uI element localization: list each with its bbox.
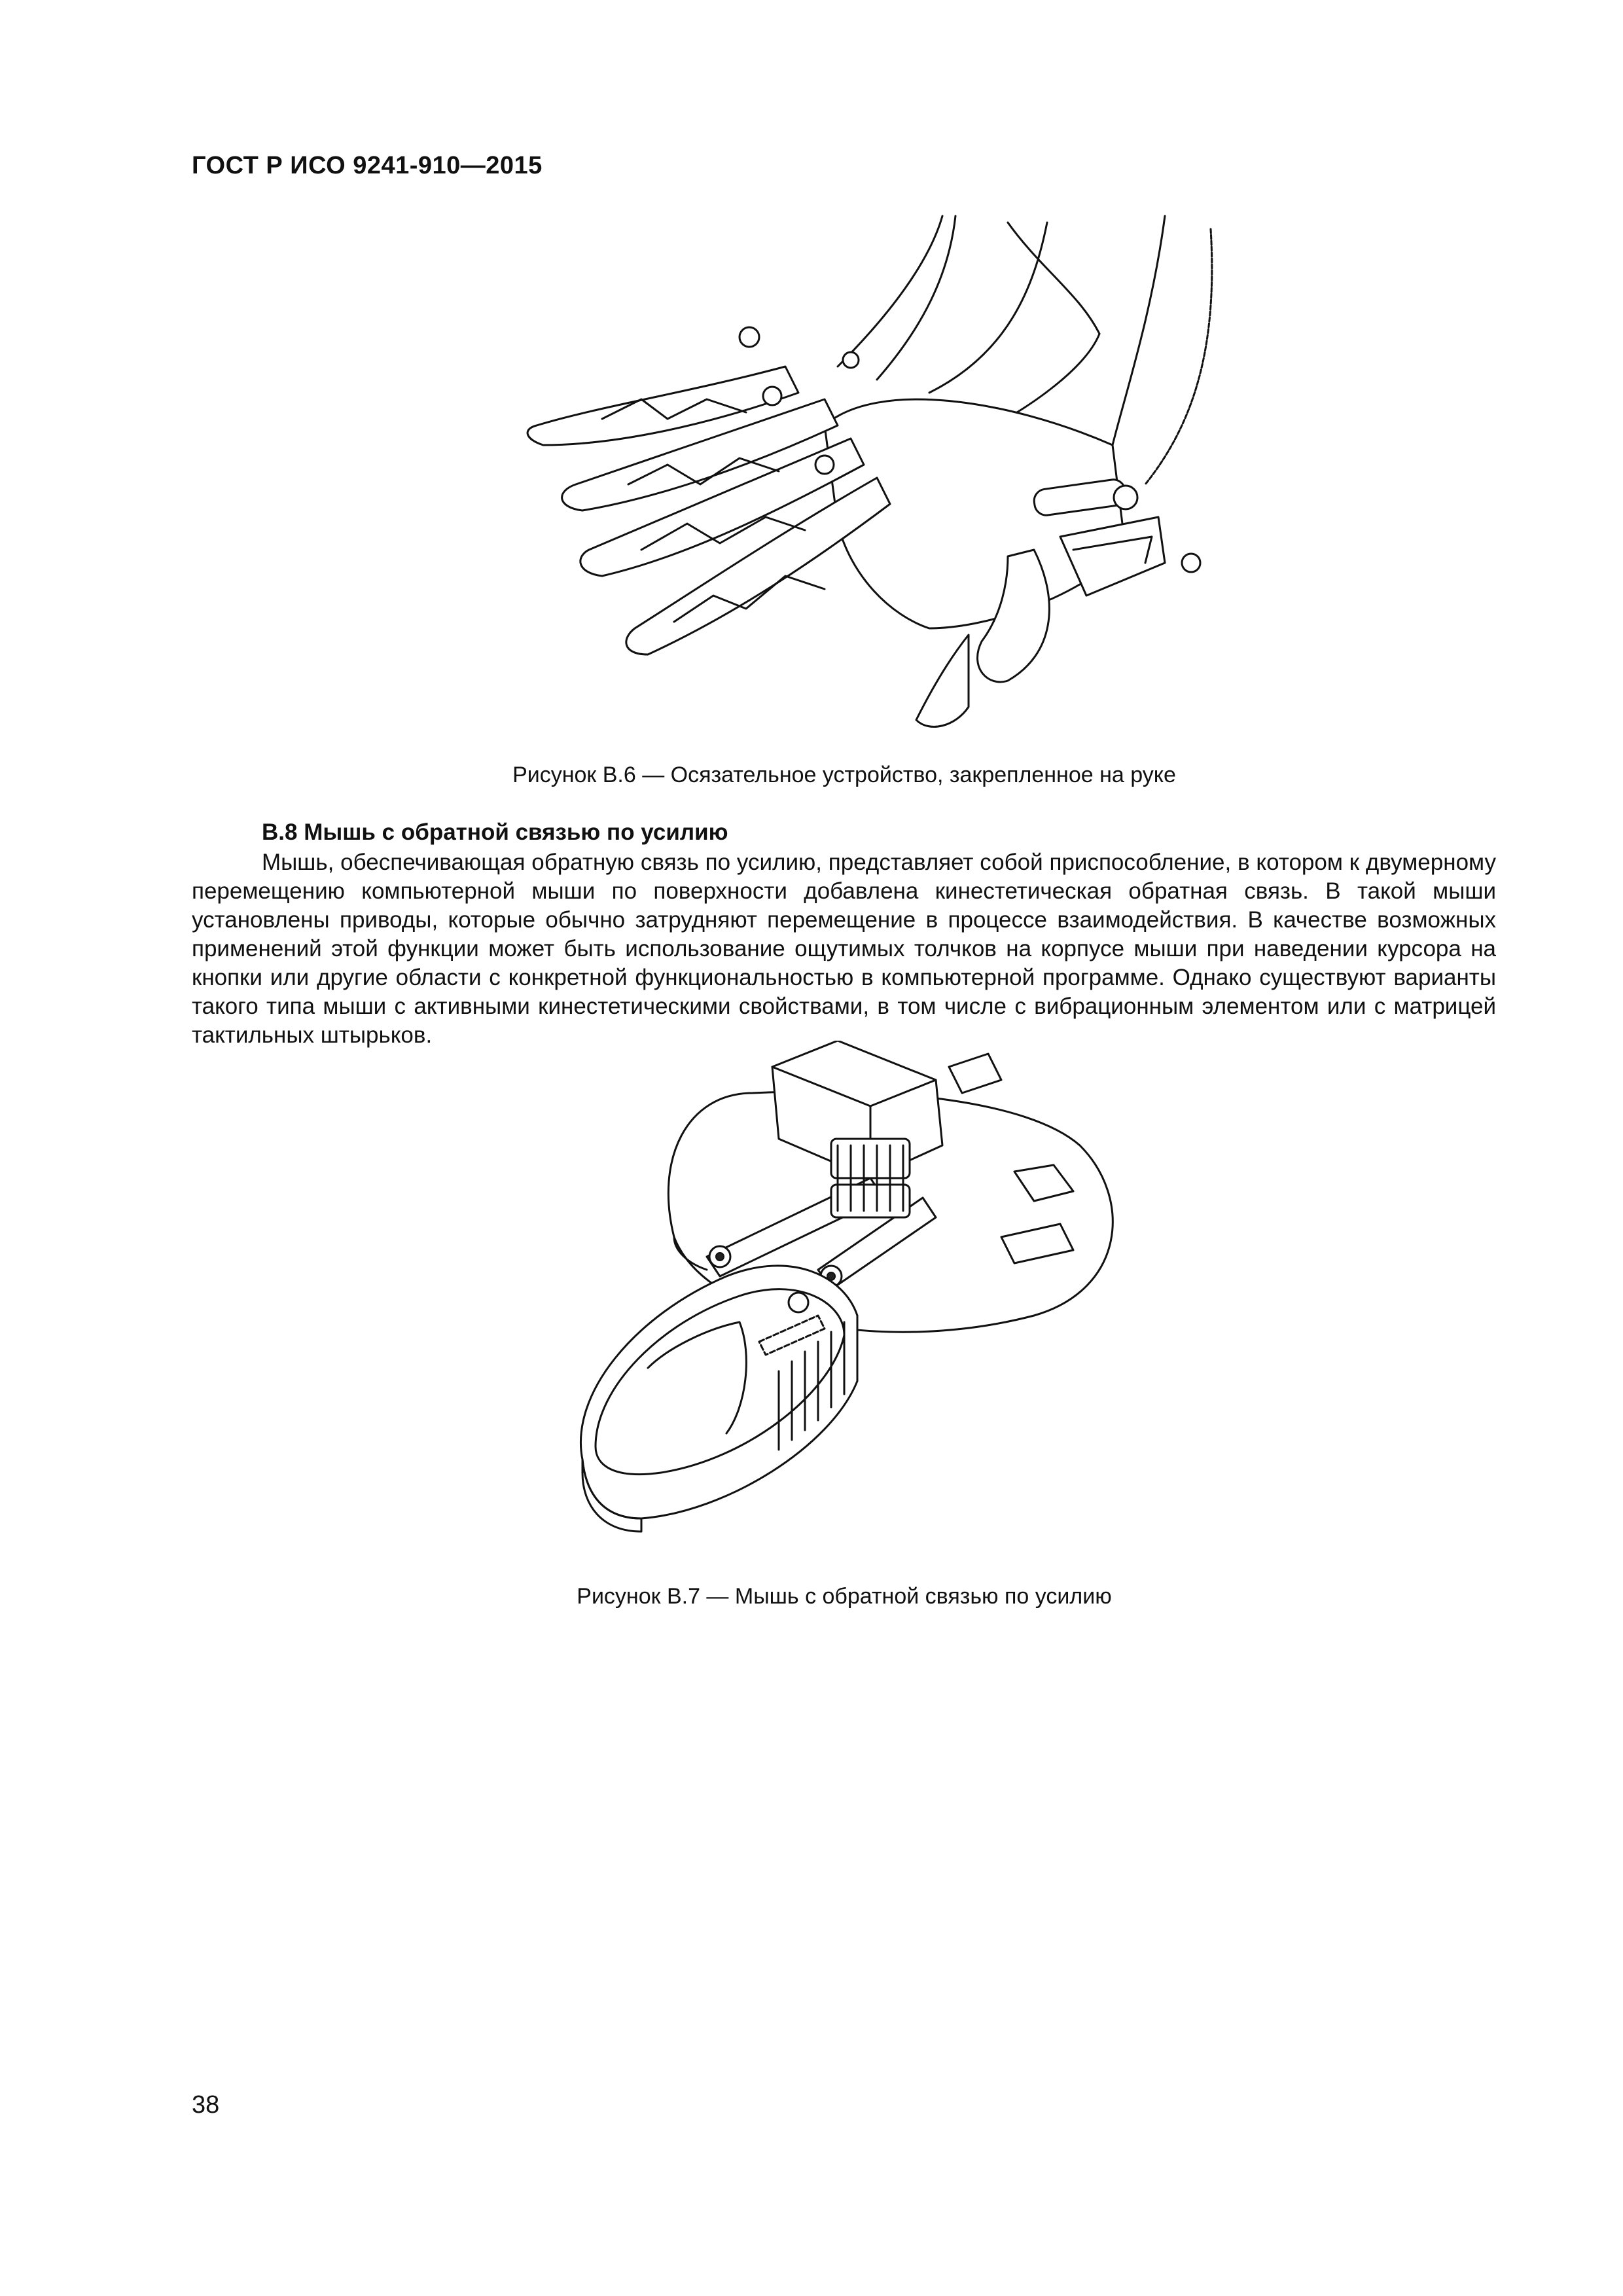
section-heading: В.8 Мышь с обратной связью по усилию (262, 819, 728, 845)
page-number: 38 (192, 2091, 220, 2119)
figure-caption: Рисунок В.7 — Мышь с обратной связью по усилию (577, 1584, 1112, 1609)
haptic-glove-illustration (471, 209, 1230, 733)
force-feedback-mouse-illustration (556, 1041, 1126, 1571)
figure-caption: Рисунок В.6 — Осязательное устройство, закрепленное на руке (512, 762, 1176, 787)
document-header: ГОСТ Р ИСО 9241-910—2015 (192, 152, 543, 179)
body-paragraph: Мышь, обеспечивающая обратную связь по усилию, представляет собой приспособление, в котором к двумерному перемещению компьютерной мыши по поверхности добавлена кинестетическая обратная связь. В такой мыши установлены приводы, которые обычно затрудняют перемещение в процессе взаимодействия. В качестве возможных применений этой функции может быть использование ощутимых толчков на корпусе мыши при наведении курсора на кнопки или другие области с конкретной функциональностью в компьютерной программе. Однако существуют варианты такого типа мыши с активными кинестетическими свойствами, в том числе с вибрационным элементом или с матрицей тактильных штырьков. (192, 850, 1496, 1048)
